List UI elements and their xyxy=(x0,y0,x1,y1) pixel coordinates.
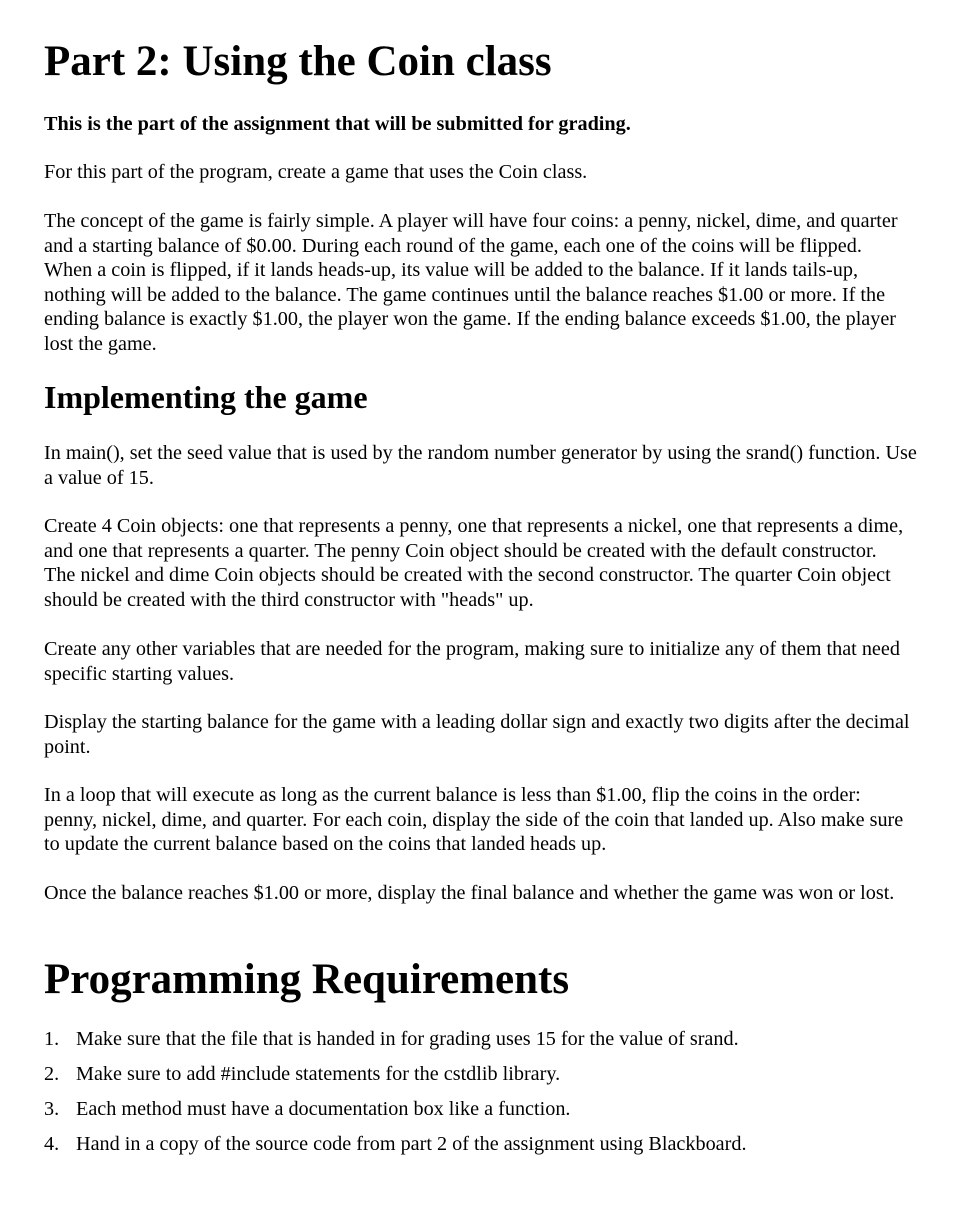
implementing-paragraph-variables: Create any other variables that are needed for the program, making sure to initialize any of them that need specific starting values. xyxy=(44,638,900,685)
requirement-text: Make sure that the file that is handed in for grading uses 15 for the value of srand. xyxy=(76,1028,739,1050)
requirement-item xyxy=(44,1062,924,1097)
concept-paragraph: The concept of the game is fairly simple. A player will have four coins: a penny, nickel, dime, and quarter and a starting balance of $0.00. During each round of the game, each one of the coins will be flipped. When a coin is flipped, if it lands heads-up, its value will be added to the balance. If it lands tails-up, nothing will be added to the balance. The game continues until the balance reaches $1.00 or more. If the ending balance is exactly $1.00, the player won the game. If the ending balance exceeds $1.00, the player lost the game. xyxy=(44,210,898,355)
implementing-paragraph-balance: Display the starting balance for the game with a leading dollar sign and exactly two digits after the decimal point. xyxy=(44,711,910,758)
implementing-paragraph-coins: Create 4 Coin objects: one that represents a penny, one that represents a nickel, one that represents a dime, and one that represents a quarter. The penny Coin object should be created with the default constructor. The nickel and dime Coin objects should be created with the second constructor. The quarter Coin object should be created with the third constructor with "heads" up. xyxy=(44,515,904,611)
requirements-list xyxy=(44,1027,924,1167)
implementing-paragraph-final: Once the balance reaches $1.00 or more, display the final balance and whether the game was won or lost. xyxy=(44,882,895,904)
requirement-text: Each method must have a documentation box like a function. xyxy=(76,1098,571,1120)
submission-note: This is the part of the assignment that will be submitted for grading. xyxy=(44,113,631,135)
requirement-number: 4. xyxy=(44,1133,60,1155)
implementing-paragraph-seed: In main(), set the seed value that is used by the random number generator by using the srand() function. Use a value of 15. xyxy=(44,442,917,489)
requirement-number: 1. xyxy=(44,1028,60,1050)
requirement-item xyxy=(44,1132,924,1167)
implementing-paragraph-loop: In a loop that will execute as long as the current balance is less than $1.00, flip the coins in the order: penny, nickel, dime, and quarter. For each coin, display the side of the coin that landed up. Also make sure to update the current balance based on the coins that landed heads up. xyxy=(44,784,904,855)
requirement-number: 2. xyxy=(44,1063,60,1085)
requirement-item xyxy=(44,1027,924,1062)
requirement-text: Make sure to add #include statements for the cstdlib library. xyxy=(76,1063,561,1085)
requirement-number: 3. xyxy=(44,1098,60,1120)
implementing-title: Implementing the game xyxy=(44,379,368,415)
part2-title: Part 2: Using the Coin class xyxy=(44,38,552,85)
requirement-item xyxy=(44,1097,924,1132)
requirement-text: Hand in a copy of the source code from part 2 of the assignment using Blackboard. xyxy=(76,1133,747,1155)
intro-paragraph: For this part of the program, create a game that uses the Coin class. xyxy=(44,161,588,183)
requirements-title: Programming Requirements xyxy=(44,956,570,1003)
